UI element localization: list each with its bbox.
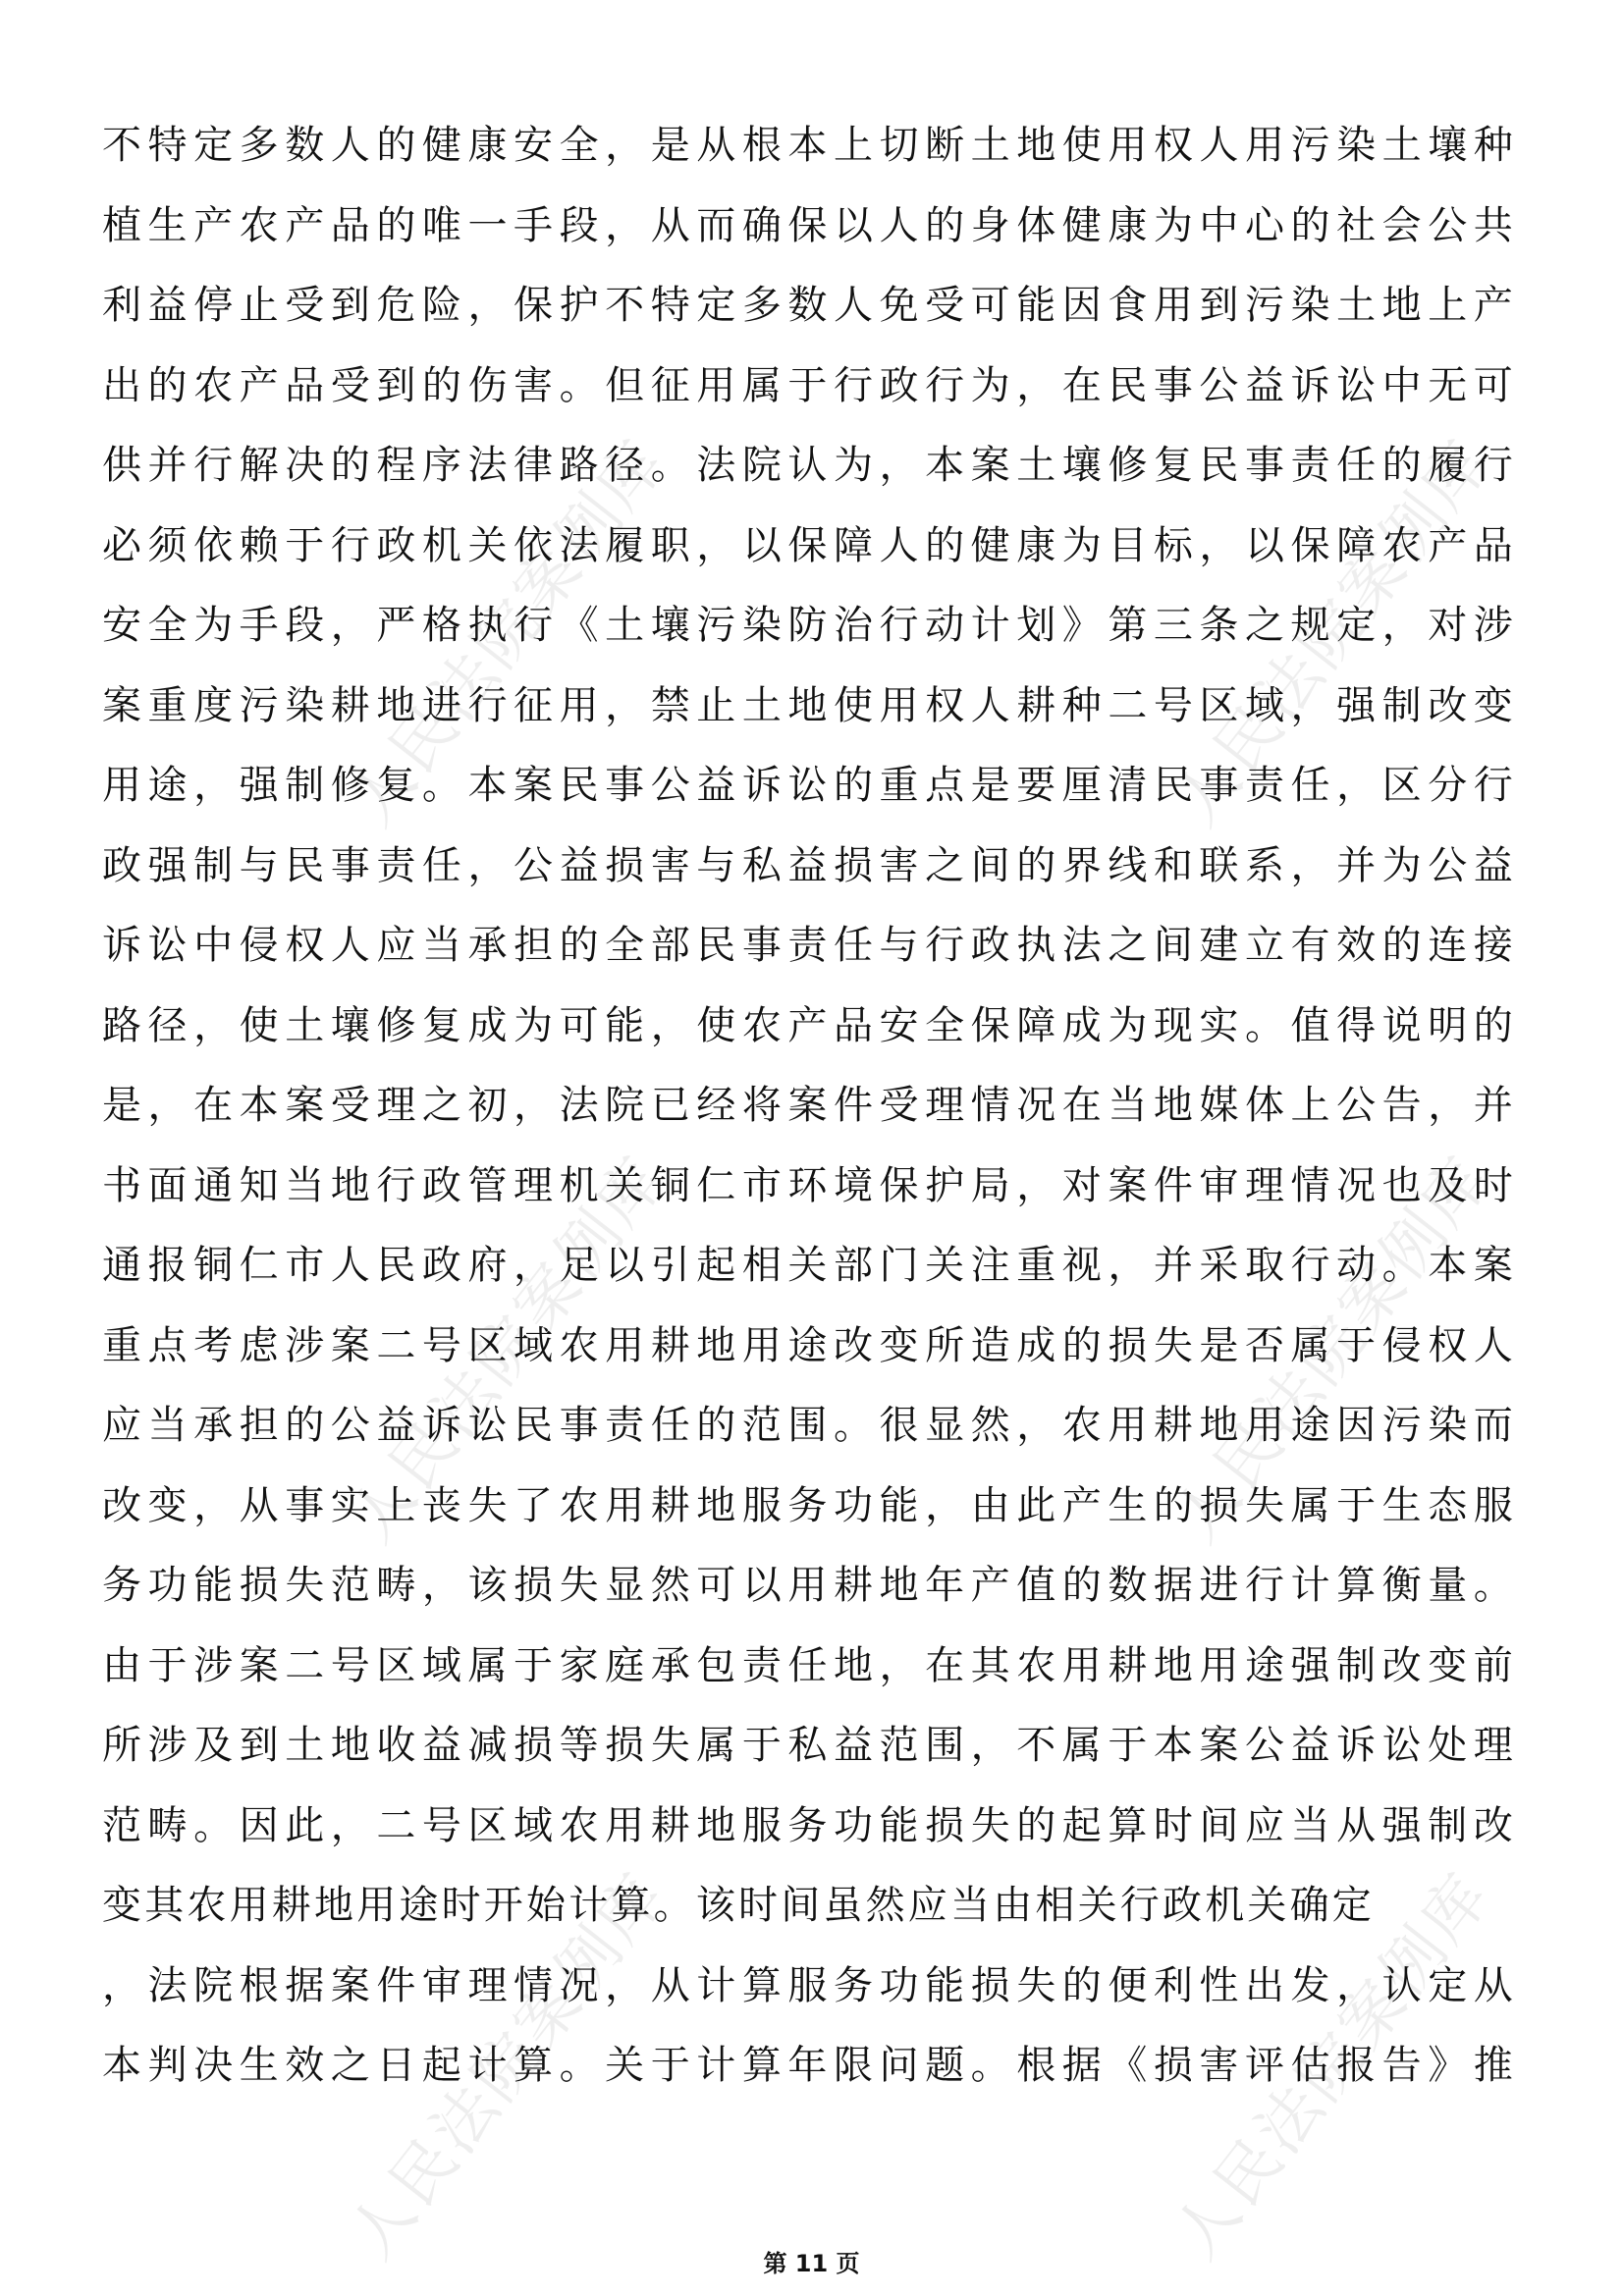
page-number: 第 11 页 bbox=[763, 2250, 860, 2277]
text-line: 通报铜仁市人民政府，足以引起相关部门关注重视，并采取行动。本案 bbox=[102, 1243, 1516, 1288]
text-line: 不特定多数人的健康安全，是从根本上切断土地使用权人用污染土壤种 bbox=[102, 123, 1516, 168]
text-line: 改变，从事实上丧失了农用耕地服务功能，由此产生的损失属于生态服 bbox=[102, 1482, 1516, 1528]
text-line: 植生产农产品的唯一手段，从而确保以人的身体健康为中心的社会公共 bbox=[102, 202, 1516, 248]
text-line: 务功能损失范畴，该损失显然可以用耕地年产值的数据进行计算衡量。 bbox=[102, 1563, 1516, 1608]
watermark: 人民法院案例库 bbox=[335, 1143, 681, 1556]
text-line: 政强制与民事责任，公益损害与私益损害之间的界线和联系，并为公益 bbox=[102, 842, 1516, 888]
text-line: 本判决生效之日起计算。关于计算年限问题。根据《损害评估报告》推 bbox=[102, 2043, 1516, 2088]
watermark: 人民法院案例库 bbox=[1160, 1143, 1506, 1556]
watermark: 人民法院案例库 bbox=[335, 1859, 681, 2272]
text-line: 由于涉案二号区域属于家庭承包责任地，在其农用耕地用途强制改变前 bbox=[102, 1642, 1516, 1688]
watermark: 人民法院案例库 bbox=[335, 426, 681, 839]
text-line: 所涉及到土地收益减损等损失属于私益范围，不属于本案公益诉讼处理 bbox=[102, 1723, 1516, 1768]
text-line: 诉讼中侵权人应当承担的全部民事责任与行政执法之间建立有效的连接 bbox=[102, 923, 1516, 968]
text-line: 安全为手段，严格执行《土壤污染防治行动计划》第三条之规定，对涉 bbox=[102, 603, 1516, 648]
text-line: 应当承担的公益诉讼民事责任的范围。很显然，农用耕地用途因污染而 bbox=[102, 1403, 1516, 1448]
text-line: 利益停止受到危险，保护不特定多数人免受可能因食用到污染土地上产 bbox=[102, 283, 1516, 328]
text-line: 出的农产品受到的伤害。但征用属于行政行为，在民事公益诉讼中无可 bbox=[102, 362, 1516, 408]
text-line: 路径，使土壤修复成为可能，使农产品安全保障成为现实。值得说明的 bbox=[102, 1002, 1516, 1048]
body-text bbox=[102, 106, 1516, 2107]
text-line: 用途，强制修复。本案民事公益诉讼的重点是要厘清民事责任，区分行 bbox=[102, 763, 1516, 808]
text-line: 重点考虑涉案二号区域农用耕地用途改变所造成的损失是否属于侵权人 bbox=[102, 1322, 1516, 1368]
text-line: 范畴。因此，二号区域农用耕地服务功能损失的起算时间应当从强制改 bbox=[102, 1802, 1516, 1848]
text-line: ，法院根据案件审理情况，从计算服务功能损失的便利性出发，认定从 bbox=[102, 1962, 1516, 2008]
watermark: 人民法院案例库 bbox=[1160, 1859, 1506, 2272]
text-line: 是，在本案受理之初，法院已经将案件受理情况在当地媒体上公告，并 bbox=[102, 1083, 1516, 1128]
text-line: 案重度污染耕地进行征用，禁止土地使用权人耕种二号区域，强制改变 bbox=[102, 682, 1516, 728]
text-line: 变其农用耕地用途时开始计算。该时间虽然应当由相关行政机关确定 bbox=[102, 1883, 1375, 1928]
watermark: 人民法院案例库 bbox=[1160, 426, 1506, 839]
text-line: 书面通知当地行政管理机关铜仁市环境保护局，对案件审理情况也及时 bbox=[102, 1162, 1516, 1208]
text-line: 供并行解决的程序法律路径。法院认为，本案土壤修复民事责任的履行 bbox=[102, 443, 1516, 488]
text-line: 必须依赖于行政机关依法履职，以保障人的健康为目标，以保障农产品 bbox=[102, 522, 1516, 568]
